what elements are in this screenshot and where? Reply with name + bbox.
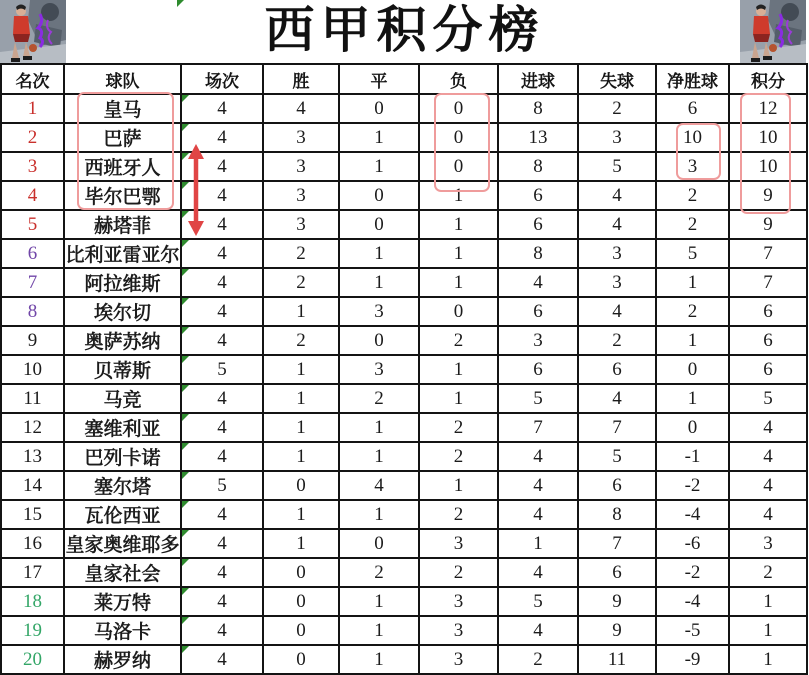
goals-against-cell: 6 <box>578 558 656 587</box>
rank-cell: 14 <box>1 471 64 500</box>
points-cell: 6 <box>729 297 807 326</box>
name-cell: 贝蒂斯 <box>64 355 181 384</box>
draws-cell: 1 <box>339 123 419 152</box>
goals-for-cell: 13 <box>498 123 578 152</box>
played-cell: 4 <box>181 297 263 326</box>
losses-cell: 3 <box>419 645 498 674</box>
points-cell: 4 <box>729 413 807 442</box>
goal-diff-cell: -4 <box>656 587 729 616</box>
draws-cell: 4 <box>339 471 419 500</box>
goals-for-cell: 4 <box>498 268 578 297</box>
team-row-13 <box>1 442 807 471</box>
wins-cell: 3 <box>263 152 339 181</box>
name-cell: 赫罗纳 <box>64 645 181 674</box>
goals-against-cell: 6 <box>578 355 656 384</box>
goals-against-cell: 2 <box>578 94 656 123</box>
wins-cell: 2 <box>263 326 339 355</box>
column-header-3: 场次 <box>181 64 263 94</box>
goal-diff-cell: -1 <box>656 442 729 471</box>
name-cell: 马洛卡 <box>64 616 181 645</box>
losses-cell: 1 <box>419 239 498 268</box>
goal-diff-cell: 6 <box>656 94 729 123</box>
wins-cell: 3 <box>263 123 339 152</box>
losses-cell: 2 <box>419 442 498 471</box>
draws-cell: 1 <box>339 152 419 181</box>
rank-cell: 4 <box>1 181 64 210</box>
wins-cell: 1 <box>263 297 339 326</box>
team-row-4 <box>1 181 807 210</box>
goals-for-cell: 4 <box>498 558 578 587</box>
points-cell: 1 <box>729 616 807 645</box>
rank-cell: 16 <box>1 529 64 558</box>
points-cell: 10 <box>729 152 807 181</box>
played-cell: 4 <box>181 210 263 239</box>
played-cell: 4 <box>181 529 263 558</box>
goal-diff-cell: -2 <box>656 558 729 587</box>
goals-for-cell: 4 <box>498 616 578 645</box>
losses-cell: 1 <box>419 181 498 210</box>
points-cell: 7 <box>729 268 807 297</box>
goals-against-cell: 7 <box>578 529 656 558</box>
goals-for-cell: 6 <box>498 181 578 210</box>
goals-for-cell: 2 <box>498 645 578 674</box>
points-cell: 6 <box>729 355 807 384</box>
wins-cell: 1 <box>263 355 339 384</box>
goals-against-cell: 11 <box>578 645 656 674</box>
goals-against-cell: 3 <box>578 123 656 152</box>
draws-cell: 3 <box>339 355 419 384</box>
goals-for-cell: 4 <box>498 442 578 471</box>
draws-cell: 1 <box>339 268 419 297</box>
wins-cell: 0 <box>263 558 339 587</box>
rank-cell: 5 <box>1 210 64 239</box>
wins-cell: 0 <box>263 645 339 674</box>
draws-cell: 2 <box>339 558 419 587</box>
team-row-6 <box>1 239 807 268</box>
goals-for-cell: 6 <box>498 210 578 239</box>
points-cell: 4 <box>729 500 807 529</box>
draws-cell: 1 <box>339 587 419 616</box>
goals-against-cell: 7 <box>578 413 656 442</box>
name-cell: 比利亚雷亚尔 <box>64 239 181 268</box>
points-cell: 3 <box>729 529 807 558</box>
team-row-20 <box>1 645 807 674</box>
goal-diff-cell: -5 <box>656 616 729 645</box>
losses-cell: 0 <box>419 94 498 123</box>
name-cell: 赫塔菲 <box>64 210 181 239</box>
played-cell: 4 <box>181 587 263 616</box>
losses-cell: 3 <box>419 616 498 645</box>
played-cell: 5 <box>181 471 263 500</box>
rank-cell: 6 <box>1 239 64 268</box>
rank-cell: 12 <box>1 413 64 442</box>
rank-cell: 3 <box>1 152 64 181</box>
goal-diff-cell: 1 <box>656 268 729 297</box>
played-cell: 4 <box>181 384 263 413</box>
name-cell: 巴萨 <box>64 123 181 152</box>
column-header-9: 净胜球 <box>656 64 729 94</box>
team-row-2 <box>1 123 807 152</box>
wins-cell: 0 <box>263 587 339 616</box>
goals-for-cell: 4 <box>498 500 578 529</box>
losses-cell: 1 <box>419 355 498 384</box>
goals-against-cell: 9 <box>578 587 656 616</box>
column-header-2: 球队 <box>64 64 181 94</box>
name-cell: 西班牙人 <box>64 152 181 181</box>
losses-cell: 3 <box>419 529 498 558</box>
rank-cell: 9 <box>1 326 64 355</box>
goal-diff-cell: -9 <box>656 645 729 674</box>
wins-cell: 1 <box>263 384 339 413</box>
team-row-7 <box>1 268 807 297</box>
goals-for-cell: 5 <box>498 587 578 616</box>
name-cell: 巴列卡诺 <box>64 442 181 471</box>
name-cell: 塞维利亚 <box>64 413 181 442</box>
name-cell: 皇家社会 <box>64 558 181 587</box>
wins-cell: 1 <box>263 500 339 529</box>
losses-cell: 0 <box>419 123 498 152</box>
played-cell: 4 <box>181 181 263 210</box>
goals-against-cell: 4 <box>578 384 656 413</box>
goal-diff-cell: 1 <box>656 326 729 355</box>
goals-against-cell: 9 <box>578 616 656 645</box>
played-cell: 4 <box>181 500 263 529</box>
page-title: 西甲积分榜 <box>264 2 545 58</box>
draws-cell: 2 <box>339 384 419 413</box>
name-cell: 塞尔塔 <box>64 471 181 500</box>
goals-against-cell: 6 <box>578 471 656 500</box>
wins-cell: 2 <box>263 239 339 268</box>
goals-for-cell: 5 <box>498 384 578 413</box>
column-header-1: 名次 <box>1 64 64 94</box>
draws-cell: 1 <box>339 413 419 442</box>
played-cell: 5 <box>181 355 263 384</box>
played-cell: 4 <box>181 442 263 471</box>
played-cell: 4 <box>181 123 263 152</box>
draws-cell: 0 <box>339 181 419 210</box>
goals-for-cell: 8 <box>498 239 578 268</box>
name-cell: 埃尔切 <box>64 297 181 326</box>
rank-cell: 20 <box>1 645 64 674</box>
wins-cell: 1 <box>263 413 339 442</box>
column-header-7: 进球 <box>498 64 578 94</box>
wins-cell: 3 <box>263 210 339 239</box>
wins-cell: 4 <box>263 94 339 123</box>
goals-for-cell: 8 <box>498 94 578 123</box>
wins-cell: 3 <box>263 181 339 210</box>
points-cell: 5 <box>729 384 807 413</box>
goal-diff-cell: -4 <box>656 500 729 529</box>
points-cell: 12 <box>729 94 807 123</box>
team-row-3 <box>1 152 807 181</box>
name-cell: 皇家奥维耶多 <box>64 529 181 558</box>
draws-cell: 1 <box>339 239 419 268</box>
draws-cell: 0 <box>339 210 419 239</box>
losses-cell: 2 <box>419 558 498 587</box>
goals-for-cell: 4 <box>498 471 578 500</box>
standings-table <box>0 63 808 675</box>
team-row-11 <box>1 384 807 413</box>
goal-diff-cell: 0 <box>656 413 729 442</box>
standings-body <box>1 94 807 674</box>
wins-cell: 0 <box>263 616 339 645</box>
points-cell: 9 <box>729 181 807 210</box>
goal-diff-cell: 10 <box>656 123 729 152</box>
draws-cell: 1 <box>339 500 419 529</box>
team-row-8 <box>1 297 807 326</box>
name-cell: 莱万特 <box>64 587 181 616</box>
rank-cell: 17 <box>1 558 64 587</box>
played-cell: 4 <box>181 94 263 123</box>
team-row-12 <box>1 413 807 442</box>
name-cell: 瓦伦西亚 <box>64 500 181 529</box>
goals-for-cell: 6 <box>498 297 578 326</box>
team-row-5 <box>1 210 807 239</box>
losses-cell: 1 <box>419 384 498 413</box>
goal-diff-cell: 2 <box>656 297 729 326</box>
rank-cell: 7 <box>1 268 64 297</box>
points-cell: 1 <box>729 587 807 616</box>
played-cell: 4 <box>181 326 263 355</box>
wins-cell: 1 <box>263 442 339 471</box>
column-header-5: 平 <box>339 64 419 94</box>
goals-for-cell: 3 <box>498 326 578 355</box>
goals-against-cell: 2 <box>578 326 656 355</box>
rank-cell: 13 <box>1 442 64 471</box>
losses-cell: 2 <box>419 326 498 355</box>
losses-cell: 1 <box>419 268 498 297</box>
team-row-9 <box>1 326 807 355</box>
column-header-4: 胜 <box>263 64 339 94</box>
team-row-14 <box>1 471 807 500</box>
goals-against-cell: 3 <box>578 239 656 268</box>
team-row-10 <box>1 355 807 384</box>
goal-diff-cell: -2 <box>656 471 729 500</box>
points-cell: 4 <box>729 442 807 471</box>
column-header-6: 负 <box>419 64 498 94</box>
rank-cell: 1 <box>1 94 64 123</box>
draws-cell: 0 <box>339 529 419 558</box>
name-cell: 皇马 <box>64 94 181 123</box>
rank-cell: 19 <box>1 616 64 645</box>
team-row-15 <box>1 500 807 529</box>
points-cell: 7 <box>729 239 807 268</box>
rank-cell: 10 <box>1 355 64 384</box>
losses-cell: 1 <box>419 471 498 500</box>
rank-cell: 8 <box>1 297 64 326</box>
losses-cell: 2 <box>419 413 498 442</box>
goal-diff-cell: 3 <box>656 152 729 181</box>
rank-cell: 15 <box>1 500 64 529</box>
name-cell: 毕尔巴鄂 <box>64 181 181 210</box>
points-cell: 10 <box>729 123 807 152</box>
played-cell: 4 <box>181 268 263 297</box>
played-cell: 4 <box>181 152 263 181</box>
losses-cell: 3 <box>419 587 498 616</box>
goals-against-cell: 4 <box>578 297 656 326</box>
team-row-16 <box>1 529 807 558</box>
goals-for-cell: 1 <box>498 529 578 558</box>
goals-against-cell: 8 <box>578 500 656 529</box>
goal-diff-cell: 0 <box>656 355 729 384</box>
green-corner-flag-icon <box>177 0 184 7</box>
goal-diff-cell: 1 <box>656 384 729 413</box>
draws-cell: 0 <box>339 326 419 355</box>
goals-against-cell: 4 <box>578 210 656 239</box>
name-cell: 马竞 <box>64 384 181 413</box>
goal-diff-cell: 2 <box>656 210 729 239</box>
name-cell: 阿拉维斯 <box>64 268 181 297</box>
played-cell: 4 <box>181 645 263 674</box>
draws-cell: 1 <box>339 645 419 674</box>
goal-diff-cell: -6 <box>656 529 729 558</box>
goal-diff-cell: 5 <box>656 239 729 268</box>
draws-cell: 3 <box>339 297 419 326</box>
goal-diff-cell: 2 <box>656 181 729 210</box>
team-row-18 <box>1 587 807 616</box>
points-cell: 6 <box>729 326 807 355</box>
goals-against-cell: 4 <box>578 181 656 210</box>
goals-against-cell: 5 <box>578 442 656 471</box>
played-cell: 4 <box>181 558 263 587</box>
standings-header-row <box>1 64 807 94</box>
losses-cell: 2 <box>419 500 498 529</box>
goals-for-cell: 8 <box>498 152 578 181</box>
goals-against-cell: 5 <box>578 152 656 181</box>
rank-cell: 2 <box>1 123 64 152</box>
column-header-10: 积分 <box>729 64 807 94</box>
goals-for-cell: 6 <box>498 355 578 384</box>
team-row-17 <box>1 558 807 587</box>
wins-cell: 2 <box>263 268 339 297</box>
wins-cell: 0 <box>263 471 339 500</box>
rank-cell: 11 <box>1 384 64 413</box>
rank-cell: 18 <box>1 587 64 616</box>
played-cell: 4 <box>181 616 263 645</box>
goals-for-cell: 7 <box>498 413 578 442</box>
losses-cell: 1 <box>419 210 498 239</box>
losses-cell: 0 <box>419 152 498 181</box>
wins-cell: 1 <box>263 529 339 558</box>
draws-cell: 1 <box>339 616 419 645</box>
goals-against-cell: 3 <box>578 268 656 297</box>
points-cell: 1 <box>729 645 807 674</box>
draws-cell: 1 <box>339 442 419 471</box>
column-header-8: 失球 <box>578 64 656 94</box>
points-cell: 4 <box>729 471 807 500</box>
name-cell: 奥萨苏纳 <box>64 326 181 355</box>
team-row-1 <box>1 94 807 123</box>
team-row-19 <box>1 616 807 645</box>
played-cell: 4 <box>181 413 263 442</box>
points-cell: 2 <box>729 558 807 587</box>
played-cell: 4 <box>181 239 263 268</box>
points-cell: 9 <box>729 210 807 239</box>
losses-cell: 0 <box>419 297 498 326</box>
draws-cell: 0 <box>339 94 419 123</box>
